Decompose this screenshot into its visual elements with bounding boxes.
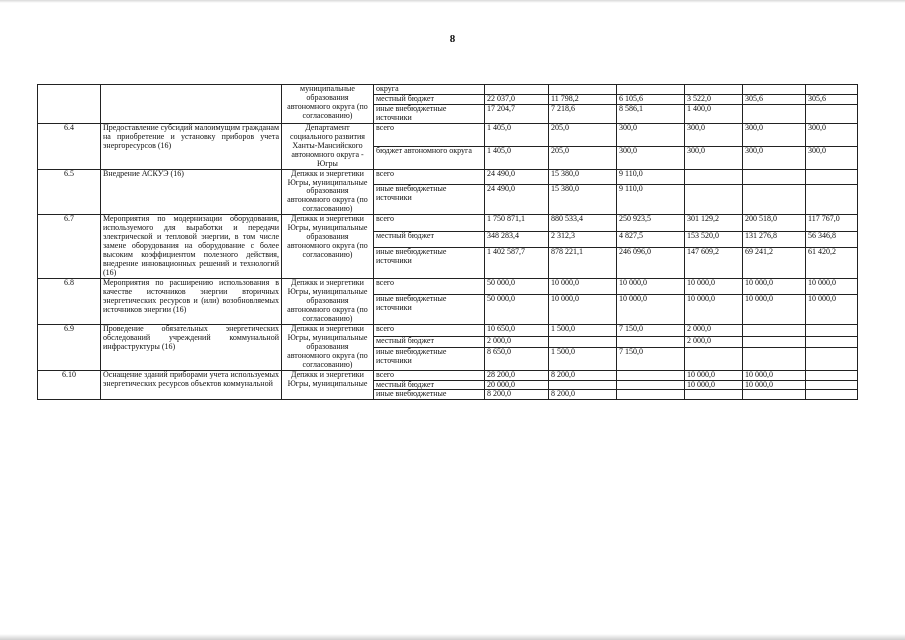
funding-value-cell xyxy=(743,336,806,348)
funding-value-cell: 8 200,0 xyxy=(549,370,617,380)
funding-source-cell: иные внебюджетные источники xyxy=(374,247,485,278)
funding-value-cell: 24 490,0 xyxy=(485,169,549,185)
item-description-cell: Проведение обязательных энергетических обследований учреждений коммунальной инфраструктуры (16) xyxy=(101,324,282,370)
funding-value-cell xyxy=(617,336,685,348)
item-description-cell: Мероприятия по модернизации оборудования, используемого для выработки и передачи электрической и тепловой энергии, в том числе замене оборудования на оборудование с более высоким коэффициентом полезного действия, внедрение инновационных решений и технологий (16) xyxy=(101,215,282,279)
funding-value-cell: 300,0 xyxy=(806,146,858,169)
funding-value-cell: 250 923,5 xyxy=(617,215,685,231)
funding-value-cell: 10 000,0 xyxy=(549,279,617,295)
funding-source-cell: всего xyxy=(374,169,485,185)
page-number: 8 xyxy=(449,33,456,45)
funding-value-cell xyxy=(617,380,685,390)
funding-value-cell: 300,0 xyxy=(743,123,806,146)
funding-value-cell: 300,0 xyxy=(617,146,685,169)
funding-value-cell: 305,6 xyxy=(743,94,806,104)
funding-value-cell: 300,0 xyxy=(685,146,743,169)
funding-value-cell: 10 000,0 xyxy=(685,380,743,390)
item-description-cell: Предоставление субсидий малоимущим гражданам на приобретение и установку приборов учета энергоресурсов (16) xyxy=(101,123,282,169)
funding-value-cell xyxy=(549,380,617,390)
funding-value-cell: 7 218,6 xyxy=(549,104,617,123)
funding-value-cell xyxy=(685,348,743,370)
funding-value-cell xyxy=(743,104,806,123)
funding-value-cell: 1 750 871,1 xyxy=(485,215,549,231)
funding-value-cell: 17 204,7 xyxy=(485,104,549,123)
funding-value-cell xyxy=(743,185,806,215)
funding-value-cell: 7 150,0 xyxy=(617,324,685,336)
funding-value-cell: 9 110,0 xyxy=(617,169,685,185)
funding-value-cell: 11 798,2 xyxy=(549,94,617,104)
funding-value-cell xyxy=(806,336,858,348)
funding-value-cell: 8 200,0 xyxy=(549,390,617,400)
item-number-cell: 6.8 xyxy=(38,279,101,325)
funding-value-cell: 2 000,0 xyxy=(685,324,743,336)
funding-value-cell: 9 110,0 xyxy=(617,185,685,215)
funding-value-cell: 2 000,0 xyxy=(685,336,743,348)
funding-value-cell: 50 000,0 xyxy=(485,294,549,324)
funding-source-cell: иные внебюджетные xyxy=(374,390,485,400)
funding-value-cell: 69 241,2 xyxy=(743,247,806,278)
funding-value-cell: 22 037,0 xyxy=(485,94,549,104)
item-number-cell: 6.4 xyxy=(38,123,101,169)
item-executor-cell: Депжкк и энергетики Югры, муниципальные xyxy=(282,370,374,400)
funding-value-cell: 348 283,4 xyxy=(485,231,549,247)
funding-source-cell: местный бюджет xyxy=(374,380,485,390)
funding-value-cell: 200 518,0 xyxy=(743,215,806,231)
funding-value-cell xyxy=(685,169,743,185)
item-executor-cell: Депжкк и энергетики Югры, муниципальные образования автономного округа (по согласованию) xyxy=(282,215,374,279)
item-description-cell xyxy=(101,85,282,124)
funding-value-cell: 205,0 xyxy=(549,146,617,169)
funding-value-cell xyxy=(806,104,858,123)
funding-value-cell: 10 000,0 xyxy=(617,294,685,324)
funding-value-cell: 61 420,2 xyxy=(806,247,858,278)
funding-value-cell xyxy=(485,85,549,95)
item-number-cell: 6.10 xyxy=(38,370,101,400)
funding-value-cell: 10 000,0 xyxy=(685,294,743,324)
funding-source-cell: местный бюджет xyxy=(374,231,485,247)
funding-value-cell: 117 767,0 xyxy=(806,215,858,231)
funding-source-cell: бюджет автономного округа xyxy=(374,146,485,169)
funding-value-cell: 56 346,8 xyxy=(806,231,858,247)
funding-source-cell: всего xyxy=(374,215,485,231)
funding-value-cell xyxy=(549,85,617,95)
item-number-cell xyxy=(38,85,101,124)
funding-value-cell: 300,0 xyxy=(617,123,685,146)
item-number-cell: 6.7 xyxy=(38,215,101,279)
funding-value-cell: 300,0 xyxy=(743,146,806,169)
funding-value-cell: 4 827,5 xyxy=(617,231,685,247)
funding-value-cell: 10 000,0 xyxy=(685,370,743,380)
funding-value-cell xyxy=(685,390,743,400)
funding-value-cell: 10 000,0 xyxy=(743,380,806,390)
funding-value-cell: 301 129,2 xyxy=(685,215,743,231)
funding-value-cell: 300,0 xyxy=(806,123,858,146)
funding-value-cell xyxy=(806,185,858,215)
item-number-cell: 6.9 xyxy=(38,324,101,370)
funding-value-cell: 10 000,0 xyxy=(743,294,806,324)
funding-value-cell xyxy=(806,390,858,400)
funding-value-cell: 880 533,4 xyxy=(549,215,617,231)
scan-edge-bottom xyxy=(0,634,905,640)
funding-value-cell: 10 000,0 xyxy=(743,370,806,380)
item-executor-cell: Депжкк и энергетики Югры, муниципальные образования автономного округа (по согласованию) xyxy=(282,169,374,215)
funding-value-cell xyxy=(617,390,685,400)
funding-value-cell xyxy=(806,85,858,95)
funding-value-cell: 28 200,0 xyxy=(485,370,549,380)
funding-value-cell xyxy=(743,390,806,400)
funding-value-cell: 24 490,0 xyxy=(485,185,549,215)
funding-source-cell: местный бюджет xyxy=(374,94,485,104)
funding-value-cell: 205,0 xyxy=(549,123,617,146)
funding-source-cell: всего xyxy=(374,324,485,336)
funding-value-cell: 1 500,0 xyxy=(549,348,617,370)
funding-source-cell: округа xyxy=(374,85,485,95)
funding-source-cell: иные внебюджетные источники xyxy=(374,104,485,123)
funding-value-cell: 1 405,0 xyxy=(485,123,549,146)
item-number-cell: 6.5 xyxy=(38,169,101,215)
funding-value-cell: 1 402 587,7 xyxy=(485,247,549,278)
funding-value-cell: 8 650,0 xyxy=(485,348,549,370)
item-executor-cell: Депжкк и энергетики Югры, муниципальные образования автономного округа (по согласованию) xyxy=(282,324,374,370)
funding-value-cell: 300,0 xyxy=(685,123,743,146)
funding-value-cell xyxy=(743,169,806,185)
funding-value-cell: 10 000,0 xyxy=(806,294,858,324)
funding-source-cell: иные внебюджетные источники xyxy=(374,185,485,215)
funding-value-cell: 7 150,0 xyxy=(617,348,685,370)
table-row xyxy=(38,370,858,380)
funding-value-cell: 10 000,0 xyxy=(549,294,617,324)
funding-value-cell xyxy=(617,370,685,380)
funding-value-cell xyxy=(806,348,858,370)
funding-value-cell: 20 000,0 xyxy=(485,380,549,390)
funding-value-cell xyxy=(549,336,617,348)
funding-source-cell: местный бюджет xyxy=(374,336,485,348)
funding-value-cell xyxy=(806,169,858,185)
funding-value-cell xyxy=(743,324,806,336)
funding-value-cell: 10 000,0 xyxy=(743,279,806,295)
scan-edge-top xyxy=(0,0,905,3)
funding-value-cell xyxy=(685,185,743,215)
table-row xyxy=(38,85,858,95)
table-row xyxy=(38,215,858,231)
funding-value-cell: 147 609,2 xyxy=(685,247,743,278)
item-description-cell: Внедрение АСКУЭ (16) xyxy=(101,169,282,215)
funding-value-cell: 2 312,3 xyxy=(549,231,617,247)
funding-value-cell: 878 221,1 xyxy=(549,247,617,278)
funding-value-cell: 8 200,0 xyxy=(485,390,549,400)
funding-value-cell xyxy=(617,85,685,95)
funding-value-cell xyxy=(743,348,806,370)
funding-value-cell: 131 276,8 xyxy=(743,231,806,247)
funding-value-cell: 1 500,0 xyxy=(549,324,617,336)
funding-value-cell xyxy=(685,85,743,95)
funding-value-cell xyxy=(806,370,858,380)
item-description-cell: Мероприятия по расширению использования в качестве источников энергии вторичных энергетических ресурсов и (или) возобновляемых источников энергии (16) xyxy=(101,279,282,325)
funding-value-cell: 10 000,0 xyxy=(806,279,858,295)
item-description-cell: Оснащение зданий приборами учета используемых энергетических ресурсов объектов коммунальной xyxy=(101,370,282,400)
funding-value-cell: 3 522,0 xyxy=(685,94,743,104)
funding-source-cell: иные внебюджетные источники xyxy=(374,348,485,370)
funding-value-cell: 153 520,0 xyxy=(685,231,743,247)
funding-value-cell: 305,6 xyxy=(806,94,858,104)
funding-value-cell: 1 400,0 xyxy=(685,104,743,123)
funding-value-cell: 10 650,0 xyxy=(485,324,549,336)
item-executor-cell: Департамент социального развития Ханты-Мансийского автономного округа - Югры xyxy=(282,123,374,169)
funding-value-cell: 2 000,0 xyxy=(485,336,549,348)
table-row xyxy=(38,279,858,295)
table-body xyxy=(38,85,858,400)
funding-value-cell: 10 000,0 xyxy=(685,279,743,295)
program-table xyxy=(37,84,858,400)
funding-value-cell: 6 105,6 xyxy=(617,94,685,104)
funding-source-cell: всего xyxy=(374,370,485,380)
funding-value-cell: 50 000,0 xyxy=(485,279,549,295)
funding-value-cell: 246 096,0 xyxy=(617,247,685,278)
funding-value-cell xyxy=(743,85,806,95)
funding-source-cell: всего xyxy=(374,123,485,146)
funding-value-cell: 15 380,0 xyxy=(549,169,617,185)
funding-source-cell: всего xyxy=(374,279,485,295)
funding-value-cell: 1 405,0 xyxy=(485,146,549,169)
funding-value-cell xyxy=(806,324,858,336)
funding-value-cell xyxy=(806,380,858,390)
item-executor-cell: Депжкк и энергетики Югры, муниципальные образования автономного округа (по согласованию) xyxy=(282,279,374,325)
funding-source-cell: иные внебюджетные источники xyxy=(374,294,485,324)
funding-value-cell: 10 000,0 xyxy=(617,279,685,295)
table-row xyxy=(38,169,858,185)
funding-value-cell: 8 586,1 xyxy=(617,104,685,123)
table-row xyxy=(38,324,858,336)
item-executor-cell: муниципальные образования автономного округа (по согласованию) xyxy=(282,85,374,124)
funding-value-cell: 15 380,0 xyxy=(549,185,617,215)
table-row xyxy=(38,123,858,146)
